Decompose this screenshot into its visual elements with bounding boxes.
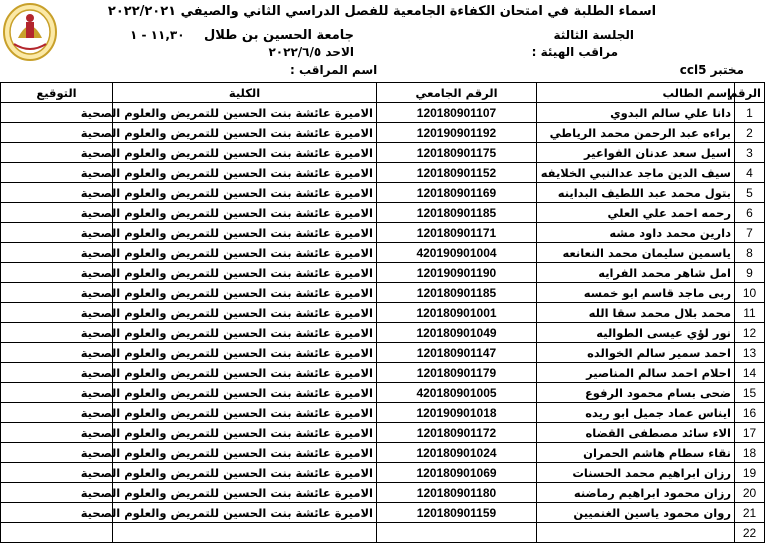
university-id: 120190901190 [377, 263, 537, 283]
college-name: الاميرة عائشة بنت الحسين للتمريض والعلوم الصحية [113, 363, 377, 383]
supervisor-label: مراقب الهيئة : [531, 45, 618, 59]
student-name: دانا علي سالم البدوي [537, 103, 735, 123]
college-name: الاميرة عائشة بنت الحسين للتمريض والعلوم الصحية [113, 143, 377, 163]
university-id: 120180901172 [377, 423, 537, 443]
college-name: الاميرة عائشة بنت الحسين للتمريض والعلوم الصحية [113, 263, 377, 283]
table-row [1, 463, 765, 483]
student-name: دارين محمد داود مشه [537, 223, 735, 243]
lab-label: مختبر ccl5 [679, 63, 744, 77]
student-name: ياسمين سليمان محمد النعانعه [537, 243, 735, 263]
row-number: 11 [735, 303, 765, 323]
student-name: براءه عبد الرحمن محمد الرياطي [537, 123, 735, 143]
table-row [1, 523, 765, 543]
student-name: ايناس عماد جميل ابو ريده [537, 403, 735, 423]
student-name: محمد بلال محمد سقا الله [537, 303, 735, 323]
row-number: 16 [735, 403, 765, 423]
row-number: 1 [735, 103, 765, 123]
college-name: الاميرة عائشة بنت الحسين للتمريض والعلوم الصحية [113, 223, 377, 243]
proctor-label: اسم المراقب : [290, 63, 378, 77]
college-name: الاميرة عائشة بنت الحسين للتمريض والعلوم الصحية [113, 203, 377, 223]
student-name: سيف الدين ماجد عدالنبي الخلايفه [537, 163, 735, 183]
table-row [1, 283, 765, 303]
college-name: الاميرة عائشة بنت الحسين للتمريض والعلوم الصحية [113, 403, 377, 423]
university-id: 120180901171 [377, 223, 537, 243]
college-name: الاميرة عائشة بنت الحسين للتمريض والعلوم الصحية [113, 503, 377, 523]
table-row [1, 163, 765, 183]
table-row [1, 183, 765, 203]
student-name: امل شاهر محمد الفرايه [537, 263, 735, 283]
row-number: 22 [735, 523, 765, 543]
row-number: 7 [735, 223, 765, 243]
row-number: 19 [735, 463, 765, 483]
college-name: الاميرة عائشة بنت الحسين للتمريض والعلوم الصحية [113, 423, 377, 443]
table-row [1, 483, 765, 503]
table-row [1, 503, 765, 523]
college-name: الاميرة عائشة بنت الحسين للتمريض والعلوم الصحية [113, 483, 377, 503]
row-number: 4 [735, 163, 765, 183]
university-id: 120180901001 [377, 303, 537, 323]
university-id: 120180901169 [377, 183, 537, 203]
student-name: رحمه احمد علي العلي [537, 203, 735, 223]
row-number: 21 [735, 503, 765, 523]
row-number: 18 [735, 443, 765, 463]
table-row [1, 263, 765, 283]
table-row [1, 123, 765, 143]
signature-cell [1, 523, 113, 543]
university-id: 120180901049 [377, 323, 537, 343]
student-name: رزان ابراهيم محمد الحسنات [537, 463, 735, 483]
student-name: نقاء سطام هاشم الحمران [537, 443, 735, 463]
row-number: 14 [735, 363, 765, 383]
student-name: احلام احمد سالم المناصير [537, 363, 735, 383]
college-name: الاميرة عائشة بنت الحسين للتمريض والعلوم الصحية [113, 463, 377, 483]
exam-date: الاحد ٢٠٢٢/٦/٥ [268, 45, 354, 59]
table-body [1, 103, 765, 543]
row-number: 6 [735, 203, 765, 223]
university-id: 120180901159 [377, 503, 537, 523]
row-number: 15 [735, 383, 765, 403]
university-id: 420180901005 [377, 383, 537, 403]
row-number: 9 [735, 263, 765, 283]
college-name [113, 523, 377, 543]
university-id: 120180901147 [377, 343, 537, 363]
students-table [0, 82, 765, 543]
student-name: اسيل سعد عدنان الفواعير [537, 143, 735, 163]
table-row [1, 143, 765, 163]
row-number: 17 [735, 423, 765, 443]
college-name: الاميرة عائشة بنت الحسين للتمريض والعلوم الصحية [113, 103, 377, 123]
column-header-college: الكلية [113, 83, 377, 103]
row-number: 13 [735, 343, 765, 363]
university-id: 120180901185 [377, 203, 537, 223]
student-name: احمد سمير سالم الخوالده [537, 343, 735, 363]
session-time: ١١,٣٠ - ١ [130, 28, 185, 42]
table-row [1, 443, 765, 463]
row-number: 3 [735, 143, 765, 163]
college-name: الاميرة عائشة بنت الحسين للتمريض والعلوم الصحية [113, 323, 377, 343]
student-name: الاء سائد مصطفى القضاه [537, 423, 735, 443]
table-row [1, 303, 765, 323]
table-row [1, 343, 765, 363]
session-label: الجلسة الثالثة [553, 28, 634, 42]
student-name [537, 523, 735, 543]
column-header-number: الرقم [735, 83, 765, 103]
table-header-row [1, 83, 765, 103]
student-name: ضحى بسام محمود الرفوع [537, 383, 735, 403]
college-name: الاميرة عائشة بنت الحسين للتمريض والعلوم الصحية [113, 183, 377, 203]
page-title: اسماء الطلبة في امتحان الكفاءة الجامعية للفصل الدراسي الثاني والصيفي ٢٠٢٢/٢٠٢١ [107, 4, 657, 19]
university-id: 120180901069 [377, 463, 537, 483]
table-row [1, 423, 765, 443]
table-row [1, 243, 765, 263]
university-id: 120180901179 [377, 363, 537, 383]
college-name: الاميرة عائشة بنت الحسين للتمريض والعلوم الصحية [113, 243, 377, 263]
row-number: 2 [735, 123, 765, 143]
table-row [1, 203, 765, 223]
college-name: الاميرة عائشة بنت الحسين للتمريض والعلوم الصحية [113, 383, 377, 403]
row-number: 20 [735, 483, 765, 503]
college-name: الاميرة عائشة بنت الحسين للتمريض والعلوم الصحية [113, 123, 377, 143]
table-row [1, 383, 765, 403]
university-id [377, 523, 537, 543]
table-row [1, 363, 765, 383]
row-number: 10 [735, 283, 765, 303]
student-name: بتول محمد عبد اللطيف البداينه [537, 183, 735, 203]
university-id: 120180901180 [377, 483, 537, 503]
university-id: 120180901152 [377, 163, 537, 183]
university-name: جامعة الحسين بن طلال [203, 28, 354, 43]
university-id: 420190901004 [377, 243, 537, 263]
university-id: 120190901192 [377, 123, 537, 143]
student-name: نور لؤي عيسى الطواليه [537, 323, 735, 343]
row-number: 12 [735, 323, 765, 343]
college-name: الاميرة عائشة بنت الحسين للتمريض والعلوم الصحية [113, 283, 377, 303]
university-id: 120190901018 [377, 403, 537, 423]
university-id: 120180901185 [377, 283, 537, 303]
table-row [1, 103, 765, 123]
student-name: روان محمود ياسين الغنميين [537, 503, 735, 523]
university-id: 120180901107 [377, 103, 537, 123]
university-id: 120180901024 [377, 443, 537, 463]
college-name: الاميرة عائشة بنت الحسين للتمريض والعلوم الصحية [113, 163, 377, 183]
row-number: 5 [735, 183, 765, 203]
column-header-student-name: إسم الطالب [537, 83, 735, 103]
college-name: الاميرة عائشة بنت الحسين للتمريض والعلوم الصحية [113, 303, 377, 323]
college-name: الاميرة عائشة بنت الحسين للتمريض والعلوم الصحية [113, 343, 377, 363]
student-name: رزان محمود ابراهيم رماضنه [537, 483, 735, 503]
column-header-university-id: الرقم الجامعي [377, 83, 537, 103]
row-number: 8 [735, 243, 765, 263]
table-row [1, 223, 765, 243]
column-header-signature: التوقيع [1, 83, 113, 103]
college-name: الاميرة عائشة بنت الحسين للتمريض والعلوم الصحية [113, 443, 377, 463]
university-id: 120180901175 [377, 143, 537, 163]
table-row [1, 323, 765, 343]
table-row [1, 403, 765, 423]
student-name: ربى ماجد قاسم ابو خمسه [537, 283, 735, 303]
